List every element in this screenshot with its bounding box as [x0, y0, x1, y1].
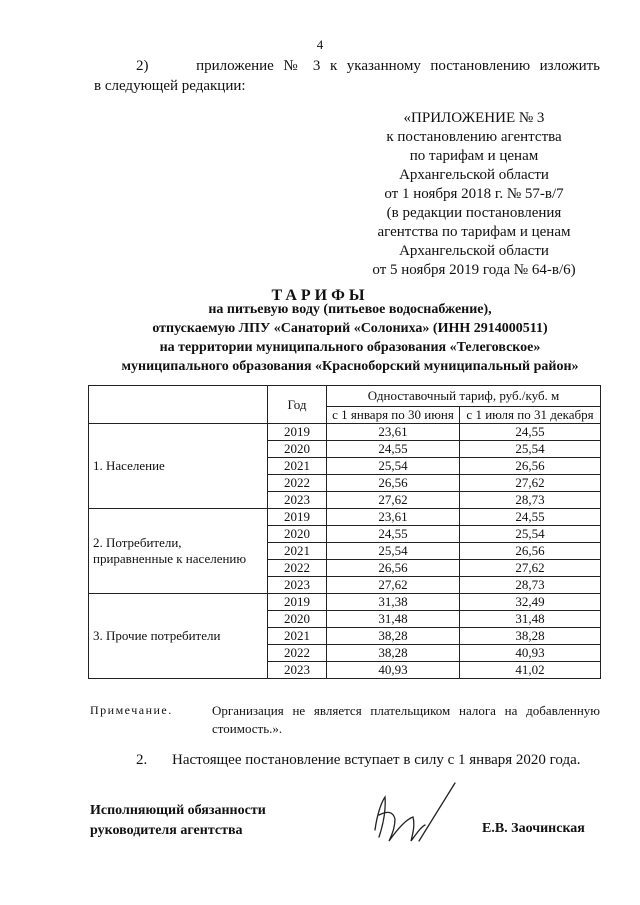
consumer-group-label-line: приравненные к населению	[93, 551, 247, 566]
tariff-second-half-cell: 25,54	[460, 526, 601, 543]
year-cell: 2022	[268, 475, 327, 492]
tariff-first-half-cell: 27,62	[327, 577, 460, 594]
year-cell: 2020	[268, 441, 327, 458]
item2-text-line1: приложение № 3 к указанному постановлению изложить	[196, 58, 600, 74]
signer-title-line2: руководителя агентства	[90, 823, 243, 838]
consumer-group-label-line: 1. Население	[93, 458, 165, 473]
appendix-line: Архангельской области	[399, 243, 549, 259]
year-cell: 2021	[268, 543, 327, 560]
tariff-first-half-cell: 31,38	[327, 594, 460, 611]
appendix-line: агентства по тарифам и ценам	[377, 224, 571, 240]
tariff-first-half-cell: 38,28	[327, 645, 460, 662]
appendix-line: к постановлению агентства	[386, 129, 562, 145]
item2-text-line2: в следующей редакции:	[94, 78, 246, 94]
header-year: Год	[268, 386, 327, 424]
appendix-line: (в редакции постановления	[386, 205, 562, 221]
appendix-line: от 5 ноября 2019 года № 64-в/6)	[372, 262, 576, 278]
appendix-header	[340, 109, 608, 280]
tariff-first-half-cell: 31,48	[327, 611, 460, 628]
tariff-second-half-cell: 26,56	[460, 458, 601, 475]
subtitle-line: муниципального образования «Красноборский муниципальный район»	[121, 359, 579, 374]
year-cell: 2023	[268, 662, 327, 679]
appendix-line: «ПРИЛОЖЕНИЕ № 3	[403, 110, 545, 126]
consumer-group-label	[89, 424, 268, 509]
table-row	[89, 509, 601, 526]
tariffs-title: ТАРИФЫ	[271, 287, 369, 304]
tariff-second-half-cell: 28,73	[460, 492, 601, 509]
item2-line1	[136, 58, 600, 75]
tariff-second-half-cell: 24,55	[460, 509, 601, 526]
tariff-first-half-cell: 38,28	[327, 628, 460, 645]
header-second-half: с 1 июля по 31 декабря	[460, 407, 601, 424]
appendix-line: по тарифам и ценам	[409, 148, 539, 164]
table-row	[89, 594, 601, 611]
signer-title	[90, 801, 266, 841]
year-cell: 2023	[268, 492, 327, 509]
consumer-group-label	[89, 594, 268, 679]
subtitle-line: на территории муниципального образования «Телеговское»	[159, 340, 541, 355]
tariff-second-half-cell: 27,62	[460, 560, 601, 577]
tariff-first-half-cell: 23,61	[327, 424, 460, 441]
consumer-group-label	[89, 509, 268, 594]
tariff-table-body	[89, 424, 601, 679]
tariff-second-half-cell: 41,02	[460, 662, 601, 679]
year-cell: 2020	[268, 526, 327, 543]
tariff-second-half-cell: 27,62	[460, 475, 601, 492]
year-cell: 2020	[268, 611, 327, 628]
year-cell: 2019	[268, 509, 327, 526]
subtitle-line: на питьевую воду (питьевое водоснабжение),	[208, 302, 492, 317]
consumer-group-label-line: 3. Прочие потребители	[93, 628, 221, 643]
year-cell: 2019	[268, 594, 327, 611]
tariff-first-half-cell: 25,54	[327, 458, 460, 475]
signer-name: Е.В. Заочинская	[482, 821, 585, 836]
note-label: Примечание.	[90, 703, 173, 717]
paragraph2-text: Настоящее постановление вступает в силу с 1 января 2020 года.	[172, 752, 581, 768]
table-header-row	[89, 386, 601, 407]
paragraph2-number: 2.	[136, 752, 148, 768]
item2-number: 2)	[136, 58, 149, 74]
tariff-first-half-cell: 23,61	[327, 509, 460, 526]
year-cell: 2022	[268, 560, 327, 577]
signer-title-line1: Исполняющий обязанности	[90, 803, 266, 818]
tariff-first-half-cell: 26,56	[327, 475, 460, 492]
tariff-first-half-cell: 26,56	[327, 560, 460, 577]
tariff-first-half-cell: 25,54	[327, 543, 460, 560]
page-number: 4	[316, 37, 324, 52]
year-cell: 2019	[268, 424, 327, 441]
tariff-second-half-cell: 24,55	[460, 424, 601, 441]
year-cell: 2023	[268, 577, 327, 594]
handwritten-signature	[355, 775, 465, 855]
year-cell: 2022	[268, 645, 327, 662]
year-cell: 2021	[268, 458, 327, 475]
tariff-second-half-cell: 40,93	[460, 645, 601, 662]
tariffs-subtitle	[90, 300, 610, 376]
year-cell: 2021	[268, 628, 327, 645]
header-first-half: с 1 января по 30 июня	[327, 407, 460, 424]
tariff-second-half-cell: 31,48	[460, 611, 601, 628]
tariff-second-half-cell: 32,49	[460, 594, 601, 611]
appendix-line: Архангельской области	[399, 167, 549, 183]
subtitle-line: отпускаемую ЛПУ «Санаторий «Солониха» (ИНН 2914000511)	[152, 321, 548, 336]
tariff-second-half-cell: 25,54	[460, 441, 601, 458]
tariff-table	[88, 385, 601, 679]
note-text: Организация не является плательщиком налога на добавленную стоимость.».	[212, 703, 600, 736]
tariff-second-half-cell: 38,28	[460, 628, 601, 645]
consumer-group-label-line: 2. Потребители,	[93, 535, 182, 550]
table-row	[89, 424, 601, 441]
tariff-first-half-cell: 24,55	[327, 441, 460, 458]
tariff-first-half-cell: 27,62	[327, 492, 460, 509]
tariff-second-half-cell: 26,56	[460, 543, 601, 560]
appendix-line: от 1 ноября 2018 г. № 57-в/7	[384, 186, 564, 202]
tariff-second-half-cell: 28,73	[460, 577, 601, 594]
tariff-first-half-cell: 24,55	[327, 526, 460, 543]
header-blank	[89, 386, 268, 424]
tariff-first-half-cell: 40,93	[327, 662, 460, 679]
header-tariff: Одноставочный тариф, руб./куб. м	[327, 386, 601, 407]
